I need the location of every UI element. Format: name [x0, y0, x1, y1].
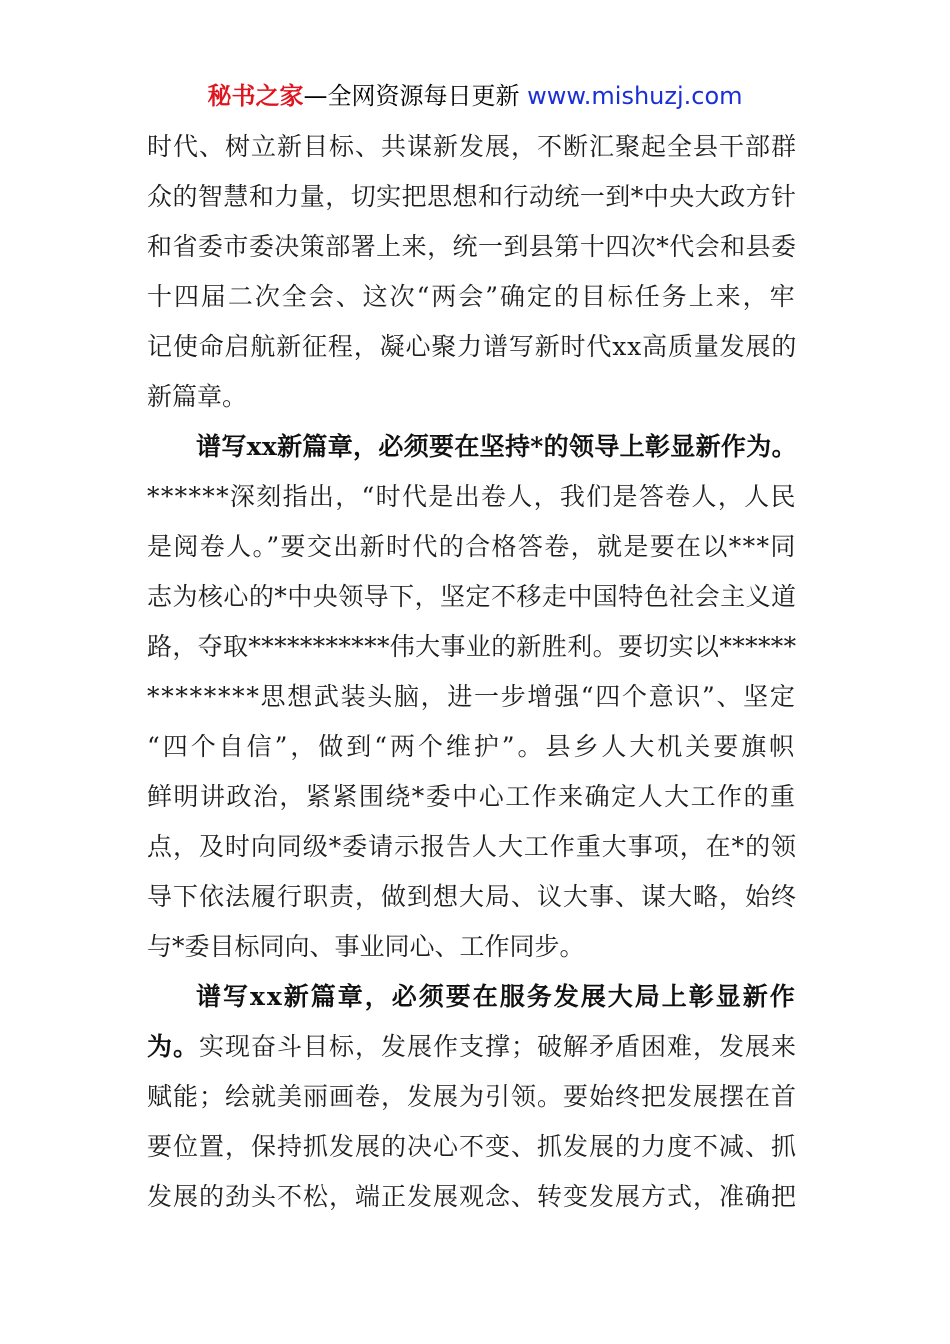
text-line: 鲜明讲政治，紧紧围绕*委中心工作来确定人大工作的重 [147, 782, 797, 811]
text-line: 志为核心的*中央领导下，坚定不移走中国特色社会主义道 [147, 582, 797, 611]
text-line: 是阅卷人。”要交出新时代的合格答卷，就是要在以***同 [147, 532, 797, 561]
site-brand: 秘书之家 [207, 82, 304, 110]
text-line: 众的智慧和力量，切实把思想和行动统一到*中央大政方针 [147, 182, 797, 211]
text-line: 十四届二次全会、这次“两会”确定的目标任务上来，牢 [147, 282, 797, 311]
section-heading: 谱写xx新篇章，必须要在坚持*的领导上彰显新作为。 [196, 432, 797, 461]
text-line: “四个自信”，做到“两个维护”。县乡人大机关要旗帜 [147, 732, 798, 761]
page-header [0, 80, 950, 112]
text-line: 发展的劲头不松，端正发展观念、转变发展方式，准确把 [147, 1182, 798, 1211]
text-line: ******深刻指出，“时代是出卷人，我们是答卷人，人民 [147, 482, 797, 511]
section-heading: 谱写xx新篇章，必须要在服务发展大局上彰显新作 [196, 982, 797, 1011]
text-line: 时代、树立新目标、共谋新发展，不断汇聚起全县干部群 [147, 132, 798, 161]
text-span: 实现奋斗目标，发展作支撑；破解矛盾困难，发展来 [199, 1032, 798, 1061]
section-heading-tail: 为。 [147, 1032, 200, 1061]
text-line: 路，夺取***********伟大事业的新胜利。要切实以****** [147, 632, 797, 661]
text-line: 要位置，保持抓发展的决心不变、抓发展的力度不减、抓 [147, 1132, 798, 1161]
site-url[interactable]: www.mishuzj.com [527, 82, 743, 110]
text-line: 点，及时向同级*委请示报告人大工作重大事项，在*的领 [147, 832, 798, 861]
text-line: 导下依法履行职责，做到想大局、议大事、谋大略，始终 [147, 882, 798, 911]
text-line: ********思想武装头脑，进一步增强“四个意识”、坚定 [147, 682, 797, 711]
text-line [147, 1030, 797, 1064]
text-line: 赋能；绘就美丽画卷，发展为引领。要始终把发展摆在首 [147, 1082, 798, 1111]
text-line: 和省委市委决策部署上来，统一到县第十四次*代会和县委 [147, 232, 797, 261]
text-line: 新篇章。 [147, 382, 248, 411]
text-line: 记使命启航新征程，凝心聚力谱写新时代xx高质量发展的 [147, 332, 798, 361]
text-line: 与*委目标同向、事业同心、工作同步。 [147, 932, 585, 961]
site-slogan: —全网资源每日更新 [303, 82, 520, 110]
